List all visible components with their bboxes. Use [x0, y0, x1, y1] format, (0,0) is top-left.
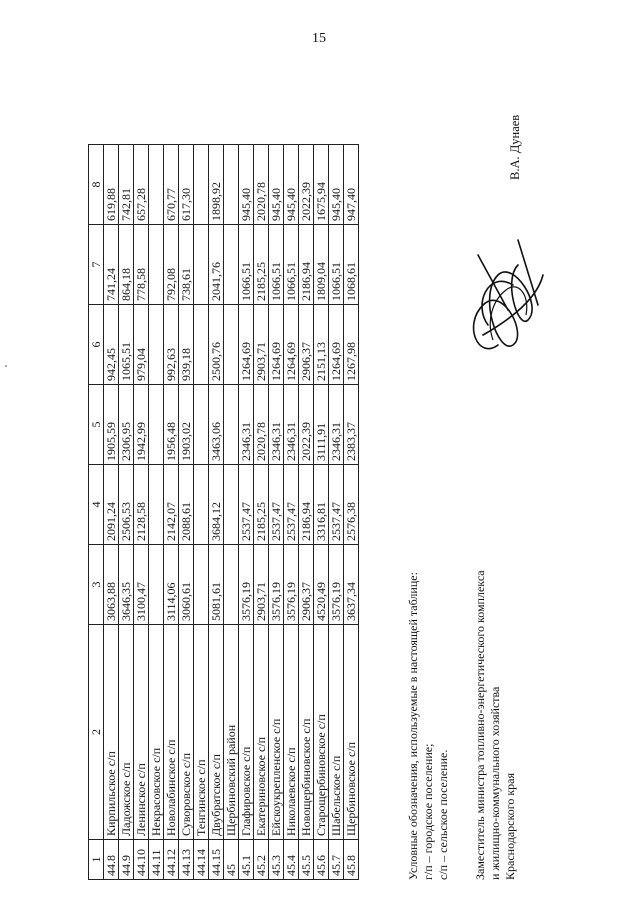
- table-row: [194, 145, 209, 880]
- header-cell: 6: [89, 305, 104, 385]
- table-row: [224, 145, 239, 880]
- row-number-cell: 45.1: [239, 840, 254, 880]
- value-cell: 3111,91: [314, 385, 329, 465]
- value-cell: [224, 225, 239, 305]
- signer-line: Краснодарского края: [503, 772, 517, 880]
- value-cell: 792,08: [164, 225, 179, 305]
- value-cell: 1264,69: [269, 305, 284, 385]
- settlement-name-cell: Новощербиновское с/п: [299, 625, 314, 840]
- header-cell: 4: [89, 465, 104, 545]
- table-row: [179, 145, 194, 880]
- signer-position: [473, 570, 518, 880]
- settlement-name-cell: Суворовское с/п: [179, 625, 194, 840]
- value-cell: 942,45: [104, 305, 119, 385]
- table-row: [344, 145, 359, 880]
- value-cell: [149, 305, 164, 385]
- value-cell: 1956,48: [164, 385, 179, 465]
- value-cell: [149, 225, 164, 305]
- row-number-cell: 45.3: [269, 840, 284, 880]
- value-cell: 2186,94: [299, 225, 314, 305]
- value-cell: 3646,35: [119, 545, 134, 625]
- table-row: [134, 145, 149, 880]
- value-cell: 2128,58: [134, 465, 149, 545]
- value-cell: [194, 145, 209, 225]
- settlement-name-cell: Глафировское с/п: [239, 625, 254, 840]
- value-cell: 2020,78: [254, 145, 269, 225]
- value-cell: 3060,61: [179, 545, 194, 625]
- value-cell: 3576,19: [329, 545, 344, 625]
- value-cell: 979,04: [134, 305, 149, 385]
- table-header-row: [89, 145, 104, 880]
- header-cell: 2: [89, 625, 104, 840]
- value-cell: 2906,37: [299, 545, 314, 625]
- signer-name: В.А. Дунаев: [508, 114, 522, 180]
- value-cell: 1905,59: [104, 385, 119, 465]
- value-cell: 2151,13: [314, 305, 329, 385]
- value-cell: 657,28: [134, 145, 149, 225]
- value-cell: 670,77: [164, 145, 179, 225]
- value-cell: 864,18: [119, 225, 134, 305]
- signer-line: и жилищно-коммунального хозяйства: [488, 686, 502, 880]
- rotated-page-content: [88, 70, 640, 880]
- settlement-name-cell: Николаевское с/п: [284, 625, 299, 840]
- table-row: [254, 145, 269, 880]
- settlement-name-cell: Старощербиновское с/п: [314, 625, 329, 840]
- value-cell: 3463,06: [209, 385, 224, 465]
- settlement-name-cell: Щербиновский район: [224, 625, 239, 840]
- value-cell: 1065,51: [119, 305, 134, 385]
- value-cell: 1809,04: [314, 225, 329, 305]
- value-cell: 2903,71: [254, 305, 269, 385]
- table-row: [269, 145, 284, 880]
- settlement-name-cell: Кирпильское с/п: [104, 625, 119, 840]
- row-number-cell: 44.13: [179, 840, 194, 880]
- value-cell: 3063,88: [104, 545, 119, 625]
- legend-line: с/п – сельское поселение.: [436, 749, 450, 880]
- settlement-name-cell: Некрасовское с/п: [149, 625, 164, 840]
- row-number-cell: 45.7: [329, 840, 344, 880]
- value-cell: 2346,31: [284, 385, 299, 465]
- value-cell: 2088,61: [179, 465, 194, 545]
- row-number-cell: 44.15: [209, 840, 224, 880]
- value-cell: 617,30: [179, 145, 194, 225]
- value-cell: 945,40: [329, 145, 344, 225]
- value-cell: 2346,31: [329, 385, 344, 465]
- value-cell: 1066,51: [269, 225, 284, 305]
- value-cell: 2142,07: [164, 465, 179, 545]
- value-cell: 947,40: [344, 145, 359, 225]
- settlement-name-cell: Шабельское с/п: [329, 625, 344, 840]
- value-cell: 2576,38: [344, 465, 359, 545]
- row-number-cell: 44.14: [194, 840, 209, 880]
- value-cell: 619,88: [104, 145, 119, 225]
- signer-line: Заместитель министра топливно-энергетического комплекса: [473, 570, 487, 880]
- value-cell: [149, 465, 164, 545]
- value-cell: 1898,92: [209, 145, 224, 225]
- value-cell: 2020,78: [254, 385, 269, 465]
- value-cell: 1267,98: [344, 305, 359, 385]
- row-number-cell: 44.8: [104, 840, 119, 880]
- table-row: [149, 145, 164, 880]
- value-cell: 1942,99: [134, 385, 149, 465]
- header-cell: 8: [89, 145, 104, 225]
- value-cell: [149, 545, 164, 625]
- row-number-cell: 45.8: [344, 840, 359, 880]
- row-number-cell: 44.12: [164, 840, 179, 880]
- value-cell: 945,40: [284, 145, 299, 225]
- value-cell: 2022,39: [299, 385, 314, 465]
- value-cell: [194, 465, 209, 545]
- scan-speck: [5, 365, 7, 367]
- value-cell: 1675,94: [314, 145, 329, 225]
- value-cell: [194, 545, 209, 625]
- value-cell: 2185,25: [254, 465, 269, 545]
- value-cell: 2500,76: [209, 305, 224, 385]
- value-cell: 2537,47: [329, 465, 344, 545]
- settlement-name-cell: Двубратское с/п: [209, 625, 224, 840]
- value-cell: 3576,19: [284, 545, 299, 625]
- settlement-name-cell: Тенгинское с/п: [194, 625, 209, 840]
- value-cell: [224, 465, 239, 545]
- value-cell: [224, 545, 239, 625]
- value-cell: 3576,19: [269, 545, 284, 625]
- value-cell: 1264,69: [329, 305, 344, 385]
- row-number-cell: 44.11: [149, 840, 164, 880]
- value-cell: [149, 145, 164, 225]
- value-cell: 945,40: [269, 145, 284, 225]
- value-cell: 778,58: [134, 225, 149, 305]
- value-cell: 2537,47: [269, 465, 284, 545]
- row-number-cell: 45.4: [284, 840, 299, 880]
- value-cell: 2186,94: [299, 465, 314, 545]
- value-cell: 2185,25: [254, 225, 269, 305]
- value-cell: 2383,37: [344, 385, 359, 465]
- settlement-name-cell: Ладожское с/п: [119, 625, 134, 840]
- header-cell: 3: [89, 545, 104, 625]
- value-cell: 741,24: [104, 225, 119, 305]
- table-row: [284, 145, 299, 880]
- value-cell: 2506,53: [119, 465, 134, 545]
- value-cell: 992,63: [164, 305, 179, 385]
- table-row: [299, 145, 314, 880]
- settlement-name-cell: Ленинское с/п: [134, 625, 149, 840]
- value-cell: [194, 305, 209, 385]
- value-cell: 738,61: [179, 225, 194, 305]
- settlement-name-cell: Новолабинское с/п: [164, 625, 179, 840]
- settlement-name-cell: Щербиновское с/п: [344, 625, 359, 840]
- value-cell: 2091,24: [104, 465, 119, 545]
- value-cell: [194, 225, 209, 305]
- value-cell: 1264,69: [284, 305, 299, 385]
- value-cell: 4520,49: [314, 545, 329, 625]
- value-cell: [224, 305, 239, 385]
- page-number: 15: [312, 31, 326, 46]
- legend-title: Условные обозначения, используемые в настоящей таблице:: [406, 572, 420, 880]
- value-cell: [149, 385, 164, 465]
- settlement-name-cell: Екатериновское с/п: [254, 625, 269, 840]
- value-cell: 1264,69: [239, 305, 254, 385]
- value-cell: 1903,02: [179, 385, 194, 465]
- value-cell: 3316,81: [314, 465, 329, 545]
- table-row: [314, 145, 329, 880]
- value-cell: 1066,51: [239, 225, 254, 305]
- value-cell: 2041,76: [209, 225, 224, 305]
- value-cell: 742,81: [119, 145, 134, 225]
- value-cell: 2306,95: [119, 385, 134, 465]
- row-number-cell: 44.9: [119, 840, 134, 880]
- value-cell: 2903,71: [254, 545, 269, 625]
- value-cell: 2537,47: [239, 465, 254, 545]
- value-cell: [194, 385, 209, 465]
- value-cell: 2906,37: [299, 305, 314, 385]
- header-cell: 1: [89, 840, 104, 880]
- header-cell: 5: [89, 385, 104, 465]
- legend: [406, 572, 451, 880]
- row-number-cell: 44.10: [134, 840, 149, 880]
- table-row: [329, 145, 344, 880]
- table-row: [209, 145, 224, 880]
- row-number-cell: 45.6: [314, 840, 329, 880]
- value-cell: 1066,51: [284, 225, 299, 305]
- tariff-table: [88, 144, 359, 880]
- table-row: [119, 145, 134, 880]
- value-cell: 3576,19: [239, 545, 254, 625]
- value-cell: 2022,39: [299, 145, 314, 225]
- value-cell: 1068,61: [344, 225, 359, 305]
- value-cell: 2346,31: [269, 385, 284, 465]
- row-number-cell: 45: [224, 840, 239, 880]
- handwritten-signature: [458, 235, 558, 365]
- header-cell: 7: [89, 225, 104, 305]
- value-cell: 3684,12: [209, 465, 224, 545]
- value-cell: 3637,34: [344, 545, 359, 625]
- value-cell: 3100,47: [134, 545, 149, 625]
- row-number-cell: 45.5: [299, 840, 314, 880]
- table-row: [104, 145, 119, 880]
- table-row: [164, 145, 179, 880]
- settlement-name-cell: Ейскоукрепленское с/п: [269, 625, 284, 840]
- value-cell: 939,18: [179, 305, 194, 385]
- table-row: [239, 145, 254, 880]
- value-cell: [224, 385, 239, 465]
- value-cell: 1066,51: [329, 225, 344, 305]
- row-number-cell: 45.2: [254, 840, 269, 880]
- table-body: [104, 145, 359, 880]
- value-cell: 945,40: [239, 145, 254, 225]
- value-cell: [224, 145, 239, 225]
- legend-line: г/п – городское поселение;: [421, 743, 435, 880]
- value-cell: 3114,06: [164, 545, 179, 625]
- value-cell: 2537,47: [284, 465, 299, 545]
- value-cell: 5081,61: [209, 545, 224, 625]
- value-cell: 2346,31: [239, 385, 254, 465]
